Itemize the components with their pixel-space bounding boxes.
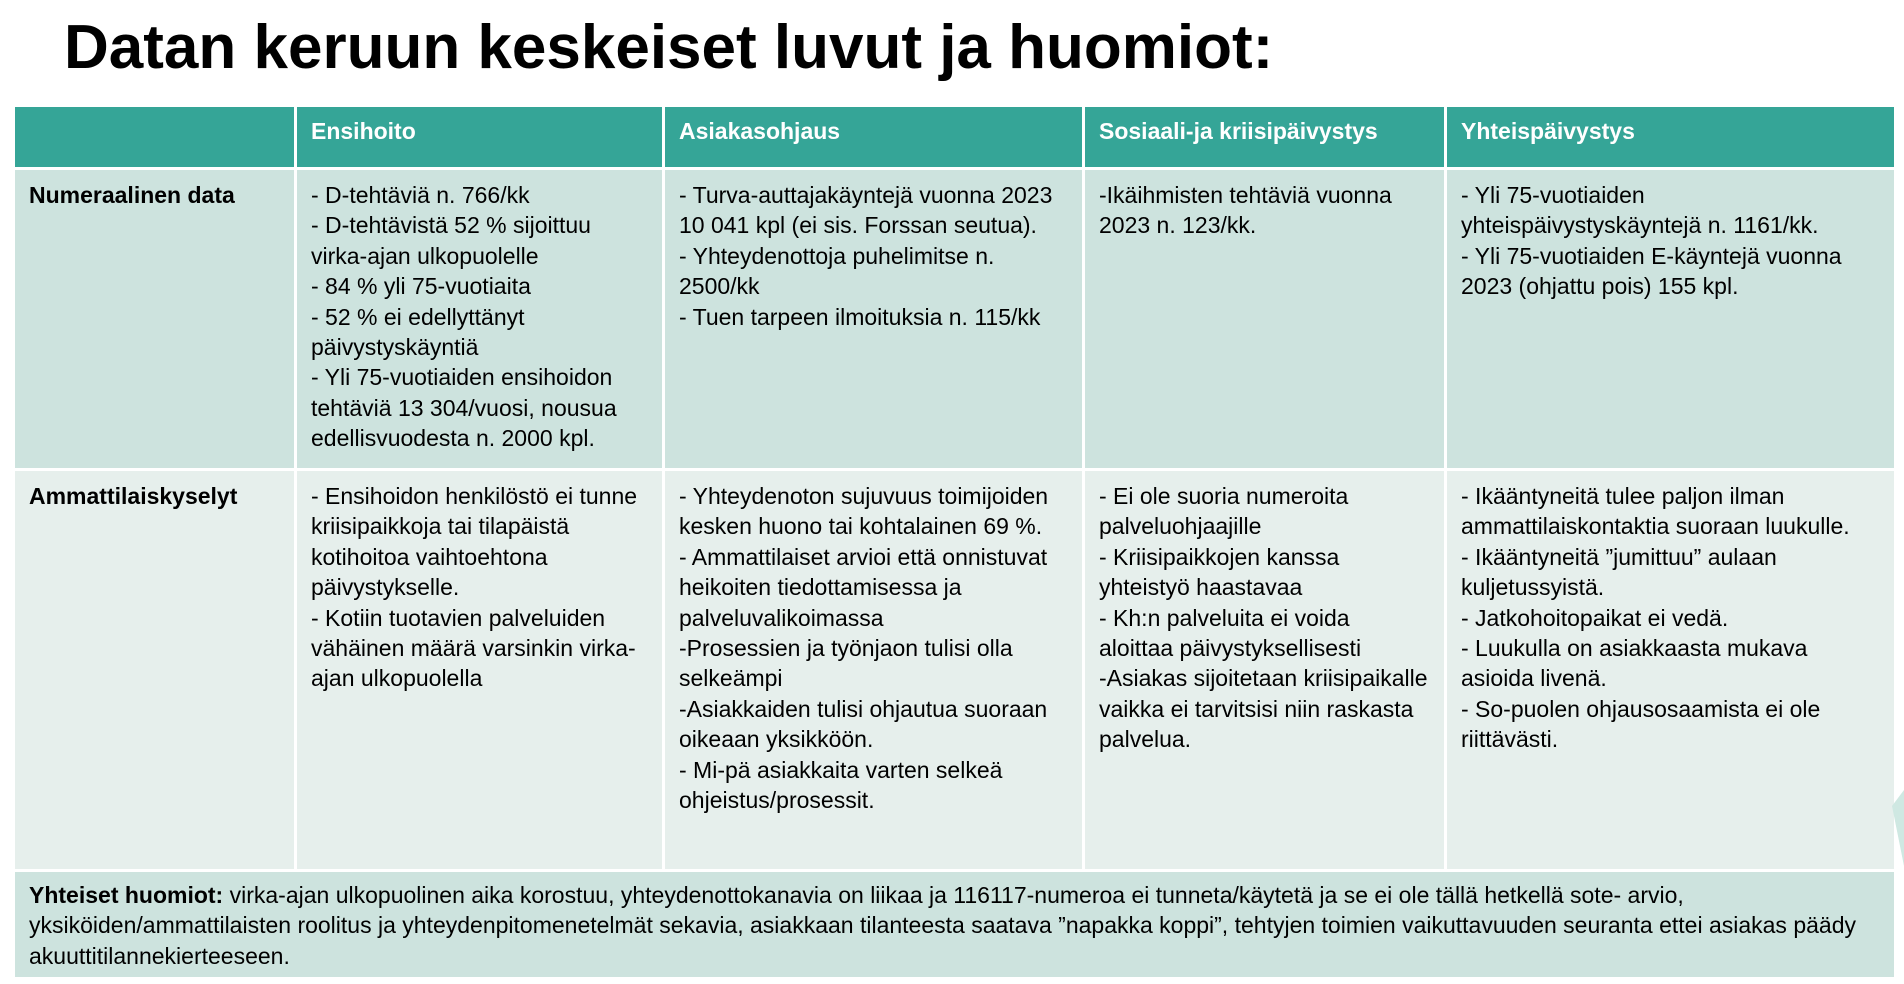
header-cell-yhteispaivystys: Yhteispäivystys	[1446, 106, 1896, 169]
cell-survey-asiakasohjaus	[664, 470, 1084, 871]
common-notes-label: Yhteiset huomiot:	[29, 882, 224, 908]
list-item: - Yli 75-vuotiaiden yhteispäivystyskäyntejä n. 1161/kk.	[1461, 182, 1819, 239]
list-item: - Tuen tarpeen ilmoituksia n. 115/kk	[679, 303, 1041, 330]
row-label-numeric-data: Numeraalinen data	[14, 169, 296, 470]
cell-numeric-ensihoito	[296, 169, 664, 470]
list-item: - Turva-auttajakäyntejä vuonna 2023 10 041 kpl (ei sis. Forssan seutua).	[679, 182, 1053, 239]
list-item: - D-tehtäviä n. 766/kk	[311, 182, 530, 208]
list-item: - Mi-pä asiakkaita varten selkeä ohjeistus/prosessit.	[679, 756, 1003, 814]
summary-table	[12, 104, 1897, 980]
list-item: - Kh:n palveluita ei voida aloittaa päivystyksellisesti	[1099, 604, 1362, 662]
cell-survey-ensihoito	[296, 470, 664, 871]
table-row-professional-surveys	[14, 470, 1896, 871]
header-cell-ensihoito: Ensihoito	[296, 106, 664, 169]
list-item: - D-tehtävistä 52 % sijoittuu virka-ajan ulkopuolelle	[311, 212, 591, 269]
list-item: - So-puolen ohjausosaamista ei ole riittävästi.	[1461, 695, 1821, 753]
list-item: -Ikäihmisten tehtäviä vuonna 2023 n. 123/kk.	[1099, 182, 1392, 239]
list-item: - 84 % yli 75-vuotiaita	[311, 273, 531, 300]
list-item: - Ei ole suoria numeroita palveluohjaajille	[1099, 483, 1349, 540]
row-label-professional-surveys: Ammattilaiskyselyt	[14, 470, 296, 871]
list-item: - Ensihoidon henkilöstö ei tunne kriisipaikkoja tai tilapäistä kotihoitoa vaihtoehtona päivystykselle.	[311, 483, 638, 601]
list-item: -Asiakkaiden tulisi ohjautua suoraan oikeaan yksikköön.	[679, 695, 1048, 753]
list-item: - Jatkohoitopaikat ei vedä.	[1461, 604, 1729, 631]
header-cell-asiakasohjaus: Asiakasohjaus	[664, 106, 1084, 169]
list-item: - Luukulla on asiakkaasta mukava asioida livenä.	[1461, 635, 1808, 692]
list-item: - Yli 75-vuotiaiden ensihoidon tehtäviä 13 304/vuosi, nousua edellisvuodesta n. 2000 kpl.	[311, 364, 617, 452]
list-item: - Yhteydenoton sujuvuus toimijoiden kesken huono tai kohtalainen 69 %.	[679, 483, 1049, 540]
list-item: - 52 % ei edellyttänyt päivystyskäyntiä	[311, 303, 525, 361]
list-item: - Yhteydenottoja puhelimitse n. 2500/kk	[679, 242, 995, 300]
common-notes-cell	[14, 871, 1896, 979]
table-row-numeric-data	[14, 169, 1896, 470]
list-item: - Ikääntyneitä tulee paljon ilman ammattilaiskontaktia suoraan luukulle.	[1461, 483, 1850, 540]
list-item: -Prosessien ja työnjaon tulisi olla selkeämpi	[679, 635, 1013, 692]
header-cell-sosiaali-kriisipaivystys: Sosiaali-ja kriisipäivystys	[1084, 106, 1446, 169]
list-item: - Ikääntyneitä ”jumittuu” aulaan kuljetussyistä.	[1461, 543, 1777, 601]
page-title: Datan keruun keskeiset luvut ja huomiot:	[64, 13, 1274, 82]
list-item: - Kriisipaikkojen kanssa yhteistyö haastavaa	[1099, 543, 1340, 601]
list-item: - Kotiin tuotavien palveluiden vähäinen määrä varsinkin virka-ajan ulkopuolella	[311, 604, 636, 692]
cell-survey-sosiaali-kriisipaivystys	[1084, 470, 1446, 871]
cell-numeric-asiakasohjaus	[664, 169, 1084, 470]
cell-numeric-sosiaali-kriisipaivystys	[1084, 169, 1446, 470]
list-item: -Asiakas sijoitetaan kriisipaikalle vaikka ei tarvitsisi niin raskasta palvelua.	[1099, 665, 1428, 753]
list-item: - Yli 75-vuotiaiden E-käyntejä vuonna 2023 (ohjattu pois) 155 kpl.	[1461, 242, 1842, 300]
header-cell-empty	[14, 106, 296, 169]
list-item: - Ammattilaiset arvioi että onnistuvat heikoiten tiedottamisessa ja palveluvalikoimassa	[679, 543, 1048, 631]
cell-survey-yhteispaivystys	[1446, 470, 1896, 871]
decorative-corner-shape	[1892, 790, 1904, 866]
cell-numeric-yhteispaivystys	[1446, 169, 1896, 470]
common-notes-text: virka-ajan ulkopuolinen aika korostuu, yhteydenottokanavia on liikaa ja 116117-numeroa ei tunneta/käytetä ja se ei ole tällä hetkellä sote- arvio, yksiköiden/ammattilaisten roolitus ja yhteydenpitomenetelmät sekavia, asiakkaan tilanteesta saatava ”napakka koppi”, tehtyjen toimien vaikuttavuuden seuranta ettei asiakas päädy akuuttitilannekierteeseen.	[29, 882, 1856, 969]
table-row-common-notes	[14, 871, 1896, 979]
header-row	[14, 106, 1896, 169]
